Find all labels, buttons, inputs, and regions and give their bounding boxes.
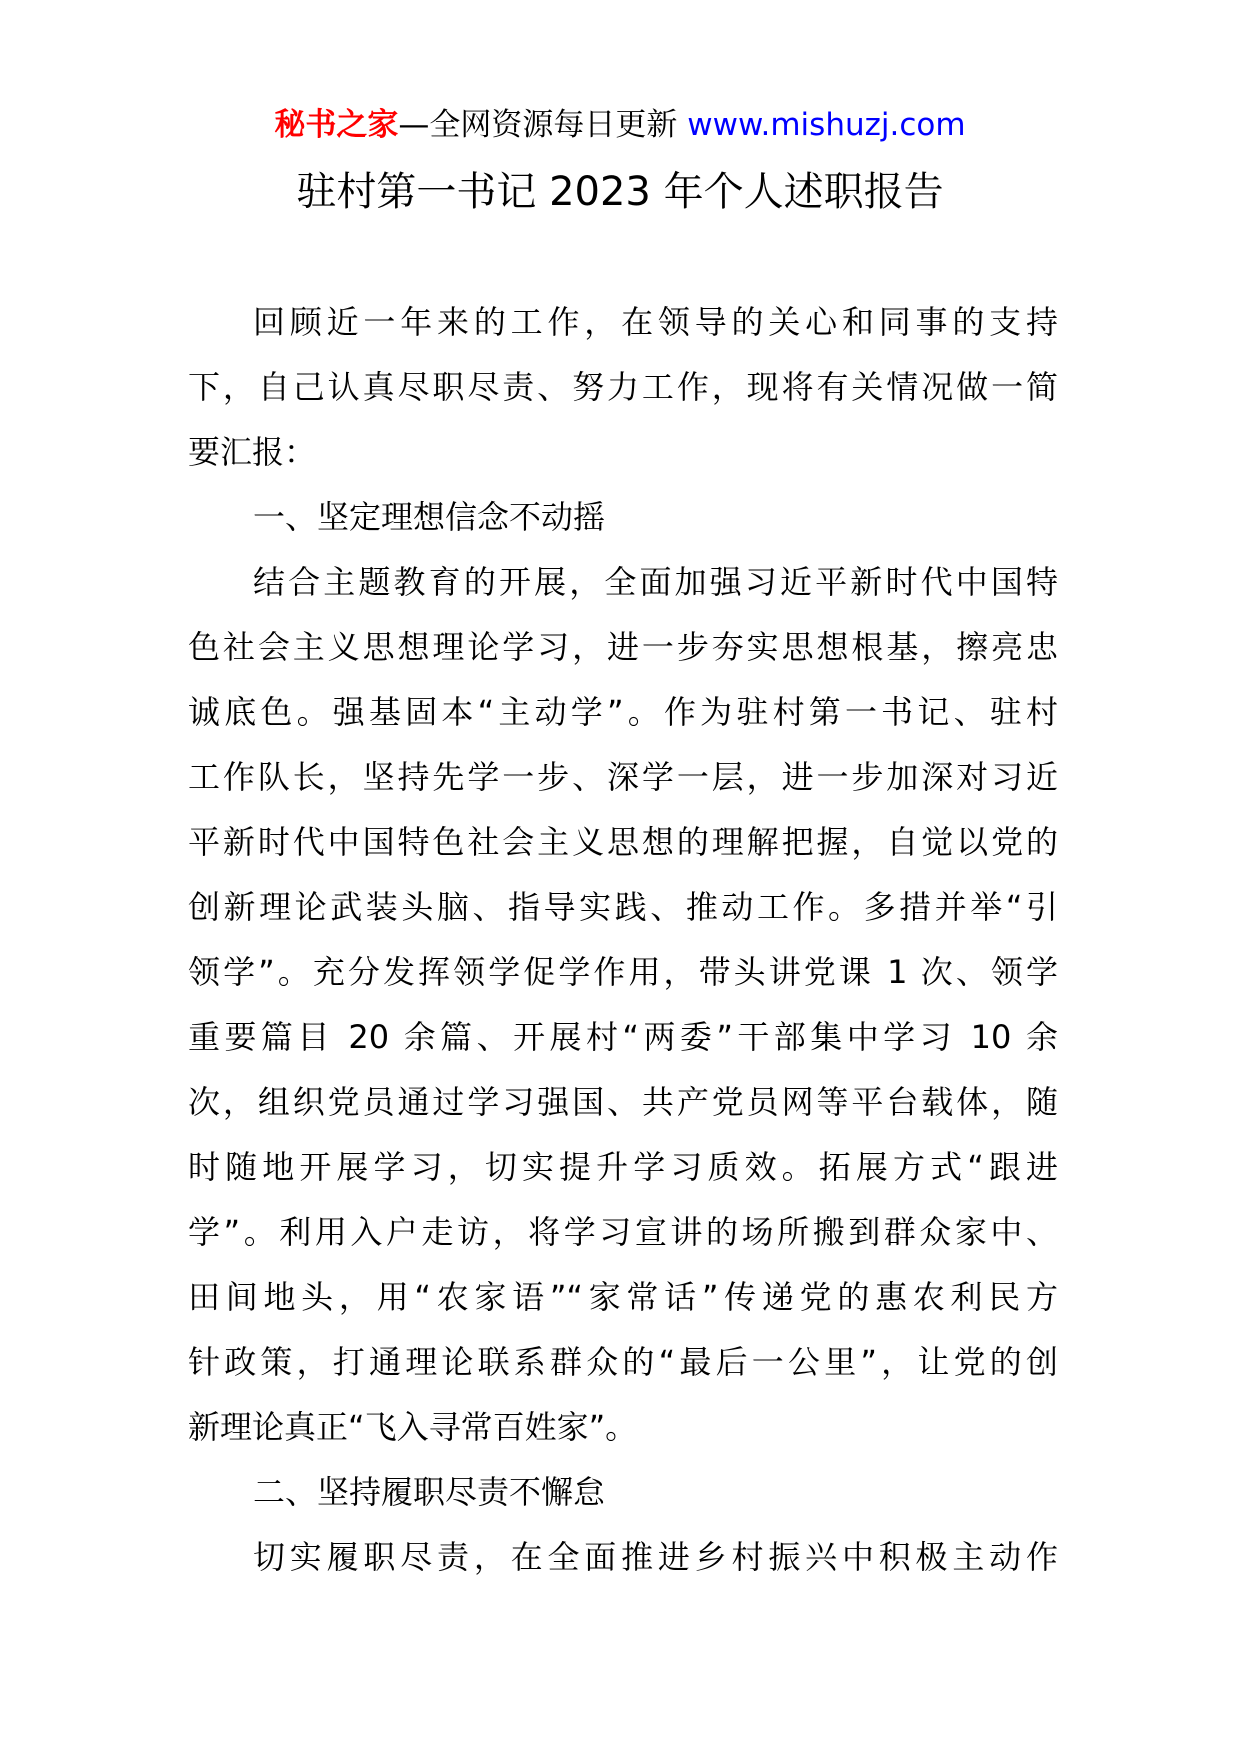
text-line: 色社会主义思想理论学习，进一步夯实思想根基，擦亮忠 xyxy=(188,628,1058,666)
text-line: 诚底色。强基固本“主动学”。作为驻村第一书记、驻村 xyxy=(188,693,1058,731)
header-tagline: —全网资源每日更新 xyxy=(398,107,678,143)
document-title: 驻村第一书记 2023 年个人述职报告 xyxy=(296,169,944,215)
text-line: 下，自己认真尽职尽责、努力工作，现将有关情况做一简 xyxy=(188,368,1058,406)
text-line: 平新时代中国特色社会主义思想的理解把握，自觉以党的 xyxy=(188,823,1058,861)
text-line: 田间地头，用“农家语”“家常话”传递党的惠农利民方 xyxy=(188,1278,1058,1316)
text-line: 领学”。充分发挥领学促学作用，带头讲党课 1 次、领学 xyxy=(188,953,1058,991)
text-line: 次，组织党员通过学习强国、共产党员网等平台载体，随 xyxy=(188,1083,1058,1121)
section-heading-2: 二、坚持履职尽责不懈怠 xyxy=(253,1473,606,1511)
text-line: 新理论真正“飞入寻常百姓家”。 xyxy=(188,1408,638,1446)
text-line: 重要篇目 20 余篇、开展村“两委”干部集中学习 10 余 xyxy=(188,1018,1058,1056)
brand-name: 秘书之家 xyxy=(274,107,399,143)
site-url-link[interactable]: www.mishuzj.com xyxy=(687,107,966,143)
section-heading-1: 一、坚定理想信念不动摇 xyxy=(253,498,606,536)
text-line: 要汇报： xyxy=(188,433,317,471)
text-line: 切实履职尽责，在全面推进乡村振兴中积极主动作 xyxy=(253,1538,1058,1576)
text-line: 学”。利用入户走访，将学习宣讲的场所搬到群众家中、 xyxy=(188,1213,1058,1251)
text-line: 回顾近一年来的工作，在领导的关心和同事的支持 xyxy=(253,303,1058,341)
text-line: 针政策，打通理论联系群众的“最后一公里”，让党的创 xyxy=(188,1343,1058,1381)
site-header xyxy=(0,100,1240,150)
document-body xyxy=(188,290,1058,1590)
text-line: 创新理论武装头脑、指导实践、推动工作。多措并举“引 xyxy=(188,888,1058,926)
text-line: 时随地开展学习，切实提升学习质效。拓展方式“跟进 xyxy=(188,1148,1058,1186)
text-line: 工作队长，坚持先学一步、深学一层，进一步加深对习近 xyxy=(188,758,1058,796)
text-line: 结合主题教育的开展，全面加强习近平新时代中国特 xyxy=(253,563,1058,601)
